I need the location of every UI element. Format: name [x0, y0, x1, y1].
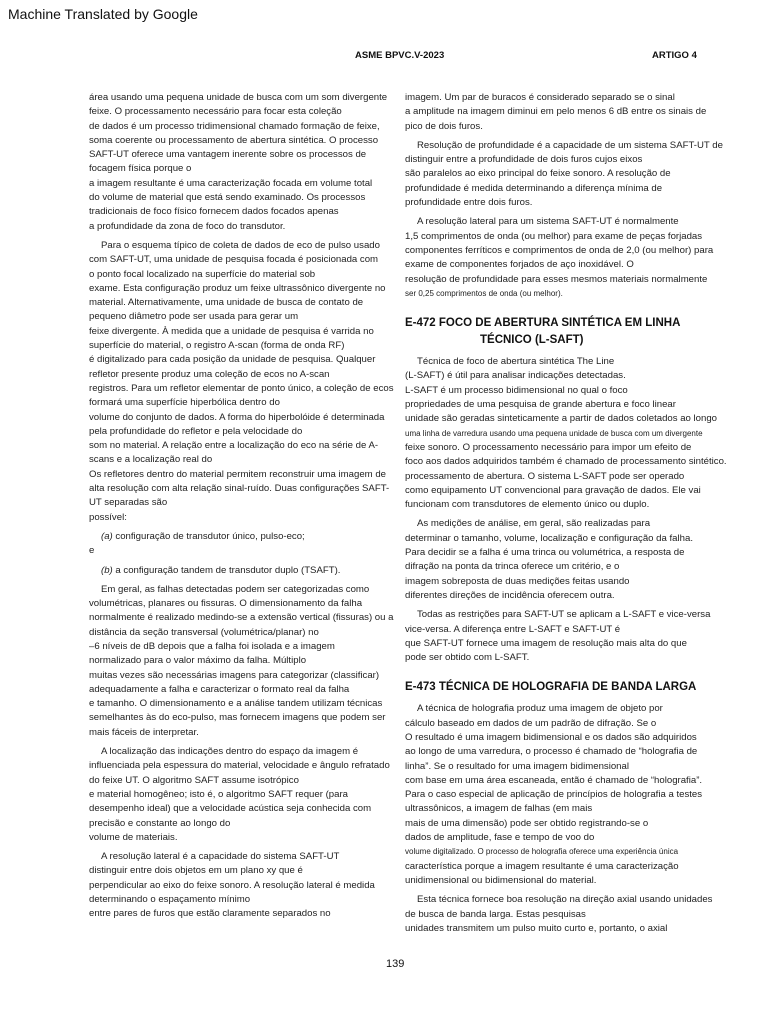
text-line: Para o caso especial de aplicação de princípios de holografia a testes: [405, 789, 703, 801]
text-line: normalizado para o valor máximo da falha. Múltiplo: [89, 655, 307, 667]
text-line: volume de materiais.: [89, 831, 178, 843]
running-header-article: ARTIGO 4: [652, 50, 697, 61]
text-line: Os refletores dentro do material permitem reconstruir uma imagem de: [89, 468, 386, 480]
text-line: focagem física porque o: [89, 163, 192, 175]
text-line: Para decidir se a falha é uma trinca ou volumétrica, a resposta de: [405, 547, 685, 559]
text-line: linha”. Se o resultado for uma imagem bidimensional: [405, 760, 629, 772]
text-line: mais fáceis de interpretar.: [89, 726, 199, 738]
text-line: perpendicular ao eixo do feixe sonoro. A resolução lateral é medida: [89, 879, 375, 891]
text-line: uma linha de varredura usando uma pequena unidade de busca com um divergente: [405, 428, 703, 438]
text-line: unidade são geradas sinteticamente a partir de dados coletados ao longo: [405, 413, 718, 425]
running-header-document: ASME BPVC.V-2023: [355, 50, 445, 61]
text-line: área usando uma pequena unidade de busca com um som divergente: [89, 92, 388, 103]
text-line: ser 0,25 comprimentos de onda (ou melhor).: [405, 288, 563, 298]
text-line: profundidade entre dois furos.: [405, 197, 533, 209]
text-line: registros. Para um refletor elementar de ponto único, a coleção de ecos: [89, 382, 394, 394]
text-line: processamento de abertura. O sistema L-SAFT pode ser operado: [405, 470, 685, 482]
text-line: unidades transmitem um pulso muito curto e, portanto, o axial: [405, 922, 668, 934]
text-line: [89, 564, 389, 578]
text-line: UT separadas são: [89, 497, 168, 509]
left-text-column: [89, 91, 394, 927]
text-line: normalmente é realizado medindo-se a extensão vertical (fissuras) ou a: [89, 612, 394, 624]
text-line: ultrassônicos, a imagem de falhas (em mais: [405, 803, 593, 815]
text-line: são paralelos ao eixo principal do feixe sonoro. A resolução de: [405, 168, 671, 180]
heading-line: E-473 TÉCNICA DE HOLOGRAFIA DE BANDA LARGA: [405, 681, 697, 694]
text-line: componentes ferríticos e comprimentos de onda de 2,0 (ou melhor) para: [405, 244, 714, 256]
heading-line: TÉCNICO (L-SAFT): [480, 334, 584, 347]
text-line: propriedades de uma pesquisa de grande abertura e foco linear: [405, 399, 676, 411]
text-line: profundidade é medida determinando a diferença mínima de: [405, 182, 663, 194]
text-line: exame. Esta configuração produz um feixe ultrassônico divergente no: [89, 282, 386, 294]
text-line: Em geral, as falhas detectadas podem ser categorizadas como: [101, 583, 370, 595]
text-line: feixe. O processamento necessário para focar esta coleção: [89, 106, 342, 118]
text-line: soma coerente ou processamento de abertura sintética. O processo: [89, 134, 379, 146]
text-line: As medições de análise, em geral, são realizadas para: [417, 518, 651, 530]
text-line: feixe sonoro. O processamento necessário para impor um efeito de: [405, 441, 692, 453]
text-line: o ponto focal localizado na superfície do material sob: [89, 268, 316, 280]
paragraph: [89, 745, 389, 845]
paragraph: [89, 91, 389, 234]
paragraph: [405, 139, 723, 210]
text-line: volumétricas, planares ou fissuras. O dimensionamento da falha: [89, 598, 363, 610]
text-line: pequeno diâmetro pode ser usada para gerar um: [89, 311, 299, 323]
text-line: material. Alternativamente, uma unidade de busca de contato de: [89, 297, 364, 309]
text-line: cálculo baseado em dados de um padrão de difração. Se o: [405, 717, 657, 729]
paragraph: [405, 702, 717, 888]
paragraph: [89, 239, 394, 525]
paragraph: [405, 91, 717, 134]
text-line: e tamanho. O dimensionamento e a análise tandem utilizam técnicas: [89, 698, 383, 710]
text-line: semelhantes às do eco-pulso, mas fornecem imagens que podem ser: [89, 712, 386, 724]
paragraph: [89, 850, 389, 921]
text-line: A localização das indicações dentro do espaço da imagem é: [101, 746, 359, 758]
paragraph: [405, 517, 717, 603]
list-item-text: a configuração tandem de transdutor duplo (TSAFT).: [112, 564, 341, 576]
text-line: imagem sobreposta de duas medições feitas usando: [405, 575, 630, 587]
text-line: A resolução lateral é a capacidade do sistema SAFT-UT: [101, 851, 340, 863]
text-line: possível:: [89, 511, 127, 523]
text-line: e material homogêneo; isto é, o algoritmo SAFT requer (para: [89, 788, 348, 800]
text-line: som no material. A relação entre a localização do eco na série de A-: [89, 440, 379, 452]
text-line: tradicionais de foco físico fornecem dados focados apenas: [89, 206, 339, 218]
section-heading: [405, 315, 717, 349]
text-line: influenciada pela espessura do material, velocidade e ângulo refratado: [89, 760, 390, 772]
text-line: mais de uma dimensão) pode ser obtido registrando-se o: [405, 817, 649, 829]
text-line: diferentes direções de incidência oferecem outra.: [405, 589, 615, 601]
text-line: de dados é um processo tridimensional chamado formação de feixe,: [89, 120, 380, 132]
text-line: Resolução de profundidade é a capacidade de um sistema SAFT-UT de: [417, 139, 723, 151]
text-line: como equipamento UT convencional para gravação de dados. Ele vai: [405, 484, 701, 496]
text-line: distinguir entre a profundidade de dois furos cujos eixos: [405, 154, 643, 166]
text-line: que SAFT-UT fornece uma imagem de resolução mais alta do que: [405, 637, 687, 649]
text-line: precisão e constante ao longo do: [89, 817, 231, 829]
text-line: –6 níveis de dB depois que a falha foi isolada e a imagem: [89, 640, 335, 652]
paragraph: [405, 608, 717, 665]
text-line: O resultado é uma imagem bidimensional e os dados são adquiridos: [405, 731, 697, 743]
text-line: Técnica de foco de abertura sintética The Line: [417, 356, 615, 368]
page-number: 139: [386, 958, 405, 970]
text-line: entre pares de furos que estão claramente separados no: [89, 908, 331, 920]
paragraph: [89, 564, 389, 578]
text-line: com base em uma área escaneada, então é chamado de “holografia”.: [405, 774, 703, 786]
text-line: exame de componentes forjados de aço inoxidável. O: [405, 259, 634, 271]
text-line: do feixe UT. O algoritmo SAFT assume isotrópico: [89, 774, 299, 786]
text-line: scans e a localização real do: [89, 454, 213, 466]
paragraph: [405, 215, 717, 301]
text-line: difração na ponta da trinca oferece um critério, e o: [405, 561, 620, 573]
text-line: e: [89, 545, 95, 557]
text-line: volume do conjunto de dados. A forma do hiperbolóide é determinada: [89, 411, 385, 423]
right-text-column: [405, 91, 727, 941]
text-line: feixe divergente. À medida que a unidade de pesquisa é varrida no: [89, 325, 374, 337]
text-line: superfície do material, o registro A-scan (forma de onda RF): [89, 340, 345, 352]
text-line: A resolução lateral para um sistema SAFT-UT é normalmente: [417, 216, 679, 228]
text-line: pode ser obtido com L-SAFT.: [405, 652, 530, 664]
text-line: volume digitalizado. O processo de holografia oferece uma experiência única: [405, 847, 679, 857]
text-line: distinguir entre dois objetos em um plano xy que é: [89, 865, 303, 877]
text-line: [89, 530, 389, 544]
text-line: refletor presente produz uma coleção de ecos no A-scan: [89, 368, 330, 380]
text-line: Esta técnica fornece boa resolução na direção axial usando unidades: [417, 894, 713, 906]
paragraph: [405, 893, 717, 936]
text-line: Para o esquema típico de coleta de dados de eco de pulso usado: [101, 239, 380, 251]
text-line: pico de dois furos.: [405, 120, 483, 132]
list-item-label: (a): [101, 530, 113, 542]
paragraph: [405, 355, 727, 512]
text-line: determinar o tamanho, volume, localização e configuração da falha.: [405, 532, 693, 544]
paragraph: [89, 530, 389, 559]
text-line: a imagem resultante é uma caracterização focada em volume total: [89, 177, 373, 189]
text-line: SAFT-UT oferece uma vantagem inerente sobre os processos de: [89, 149, 367, 161]
heading-line: E-472 FOCO DE ABERTURA SINTÉTICA EM LINHA: [405, 317, 681, 330]
text-line: imagem. Um par de buracos é considerado separado se o sinal: [405, 92, 675, 103]
text-line: do volume de material que está sendo examinado. Os processos: [89, 192, 366, 204]
text-line: formará uma superfície hiperbólica dentro do: [89, 397, 280, 409]
text-line: foco aos dados adquiridos também é chamado de processamento sintético.: [405, 456, 727, 468]
text-line: desempenho ideal) que a velocidade acústica seja conhecida com: [89, 803, 372, 815]
text-line: é digitalizado para cada posição da unidade de pesquisa. Qualquer: [89, 354, 376, 366]
text-line: distância da seção transversal (volumétrica/planar) no: [89, 626, 319, 638]
text-line: L-SAFT é um processo bidimensional no qual o foco: [405, 384, 628, 396]
list-item-text: configuração de transdutor único, pulso-eco;: [112, 530, 305, 542]
text-line: a amplitude na imagem diminui em pelo menos 6 dB entre os sinais de: [405, 106, 707, 118]
text-line: Todas as restrições para SAFT-UT se aplicam a L-SAFT e vice-versa: [417, 609, 711, 621]
text-line: ao longo de uma varredura, o processo é chamado de “holografia de: [405, 746, 698, 758]
text-line: resolução de profundidade para esses mesmos materiais normalmente: [405, 273, 708, 285]
text-line: de busca de banda larga. Estas pesquisas: [405, 908, 586, 920]
text-line: com SAFT-UT, uma unidade de pesquisa focada é posicionada com: [89, 254, 379, 266]
section-heading: [405, 679, 717, 696]
list-item-label: (b): [101, 564, 113, 576]
text-line: determinando o espaçamento mínimo: [89, 894, 251, 906]
text-line: dados de amplitude, fase e tempo de voo do: [405, 832, 595, 844]
text-line: muitas vezes são necessárias imagens para categorizar (classificar): [89, 669, 380, 681]
text-line: A técnica de holografia produz uma imagem de objeto por: [417, 703, 663, 715]
text-line: pela profundidade do refletor e pela velocidade do: [89, 425, 303, 437]
machine-translation-banner: Machine Translated by Google: [8, 6, 198, 22]
text-line: funcionam com transdutores de elemento único ou duplo.: [405, 499, 650, 511]
text-line: a profundidade da zona de foco do transdutor.: [89, 220, 286, 232]
text-line: alta resolução com alta relação sinal-ruído. Duas configurações SAFT-: [89, 483, 390, 495]
text-line: unidimensional ou bidimensional do material.: [405, 874, 597, 886]
text-line: característica porque a imagem resultante é uma caracterização: [405, 860, 679, 872]
text-line: adequadamente a falha e caracterizar o formato real da falha: [89, 683, 350, 695]
text-line: 1,5 comprimentos de onda (ou melhor) para exame de peças forjadas: [405, 230, 703, 242]
text-line: (L-SAFT) é útil para analisar indicações detectadas.: [405, 370, 626, 382]
paragraph: [89, 583, 394, 740]
text-line: vice-versa. A diferença entre L-SAFT e SAFT-UT é: [405, 623, 621, 635]
